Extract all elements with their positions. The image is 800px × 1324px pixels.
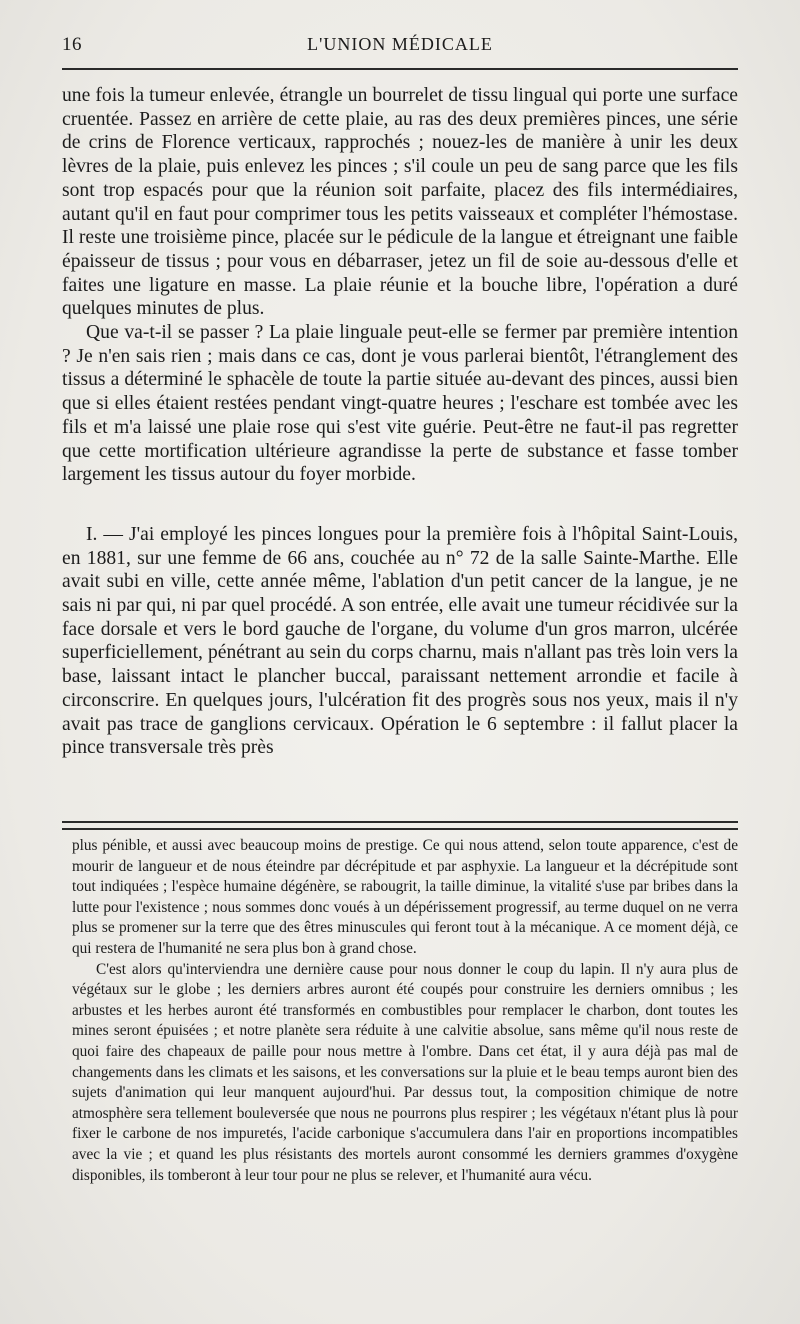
paragraph-continued: une fois la tumeur enlevée, étrangle un bourrelet de tissu lingual qui porte une surface cruentée. Passez en arrière de cette plaie, au ras des deux premières pinces, une série de crins de Florence verticaux, rapprochés ; nouez-les de manière à unir les deux lèvres de la plaie, puis enlevez les pinces ; s'il coule un peu de sang parce que les fils sont trop espacés pour que la réunion soit parfaite, placez des fils intermédiaires, autant qu'il en faut pour comprimer tous les petits vaisseaux et compléter l'hémostase. Il reste une troisième pince, placée sur le pédicule de la langue et étreignant une faible épaisseur de tissus ; pour vous en débarraser, jetez un fil de soie au-dessous d'elle et faites une ligature en masse. La plaie réunie et la bouche libre, l'opération a duré quelques minutes de plus. xyxy=(62,85,738,320)
footnote-paragraph: C'est alors qu'interviendra une dernière cause pour nous donner le coup du lapin. Il n'y aura plus de végétaux sur le globe ; les derniers arbres auront été coupés pour construire les derniers omnibus ; les arbustes et les herbes auront été transformés en combustibles pour remplacer le charbon, dont toutes les mines seront épuisées ; et notre planète sera réduite à une calvitie absolue, sans même qu'il nous reste de quoi faire des chapeaux de paille pour nous mettre à l'ombre. Dans cet état, il y aura déjà pas mal de changements dans les climats et les saisons, et les conversations sur la pluie et le beau temps auront bien des sujets d'animation qui leur manquent aujourd'hui. Par dessus tout, la composition chimique de notre atmosphère sera tellement bouleversée que nous ne pourrons plus respirer ; les végétaux n'étant plus là pour fixer le carbone de nos impuretés, l'acide carbonique s'accumulera dans l'air en proportions incompatibles avec la vie ; et quand les plus résistants des mortels auront consommé les derniers grammes d'oxygène disponibles, ils tomberont à leur tour pour ne plus se relever, et l'humanité aura vécu. xyxy=(72,960,738,1184)
footnote xyxy=(72,836,738,1186)
main-text xyxy=(62,84,738,760)
footnote-separator xyxy=(62,821,738,830)
page-header xyxy=(62,34,738,62)
page-number: 16 xyxy=(62,34,82,55)
paragraph-first-intention: Que va-t-il se passer ? La plaie linguale peut-elle se fermer par première intention ? Je n'en sais rien ; mais dans ce cas, dont je vous parlerai bientôt, l'étranglement des tissus a déterminé le sphacèle de toute la partie située au-devant des pinces, aussi bien que si elles étaient restées pendant vingt-quatre heures ; l'eschare est tombée avec les fils et m'a laissé une plaie rose qui s'est vite guérie. Peut-être ne faut-il pas regretter que cette mortification ultérieure agrandisse la perte de substance et fasse tomber largement les tissus autour du foyer morbide. xyxy=(62,322,738,486)
header-rule xyxy=(62,68,738,70)
paragraph-observation-1: I. — J'ai employé les pinces longues pour la première fois à l'hôpital Saint-Louis, en 1881, sur une femme de 66 ans, couchée au n° 72 de la salle Sainte-Marthe. Elle avait subi en ville, cette année même, l'ablation d'un petit cancer de la langue, je ne sais ni par qui, ni par quel procédé. A son entrée, elle avait une tumeur récidivée sur la face dorsale et vers le bord gauche de l'organe, du volume d'un gros marron, ulcérée superficiellement, pénétrant au sein du corps charnu, mais n'allant pas très loin vers la base, laissant intact le plancher buccal, paraissant nettement arrondie et facile à circonscrire. En quelques jours, l'ulcération fit des progrès sous nos yeux, mais il n'y avait pas trace de ganglions cervicaux. Opération le 6 septembre : il fallut placer la pince transversale très près xyxy=(62,523,738,759)
footnote-paragraph: plus pénible, et aussi avec beaucoup moins de prestige. Ce qui nous attend, selon toute apparence, c'est de mourir de langueur et de nous éteindre par décrépitude et par asphyxie. La langueur et la décrépitude sont tout indiquées ; l'espèce humaine dégénère, se rabougrit, la taille diminue, la vitalité s'use par bribes dans la lutte pour l'existence ; nous sommes donc voués à un dépérissement progressif, au terme duquel on ne verra plus se promener sur la terre que des êtres minuscules qui feront tout à la mécanique. A ce moment déjà, ce qui restera de l'humanité ne sera plus bon à grand chose. xyxy=(72,837,738,957)
running-title: L'UNION MÉDICALE xyxy=(307,34,493,54)
